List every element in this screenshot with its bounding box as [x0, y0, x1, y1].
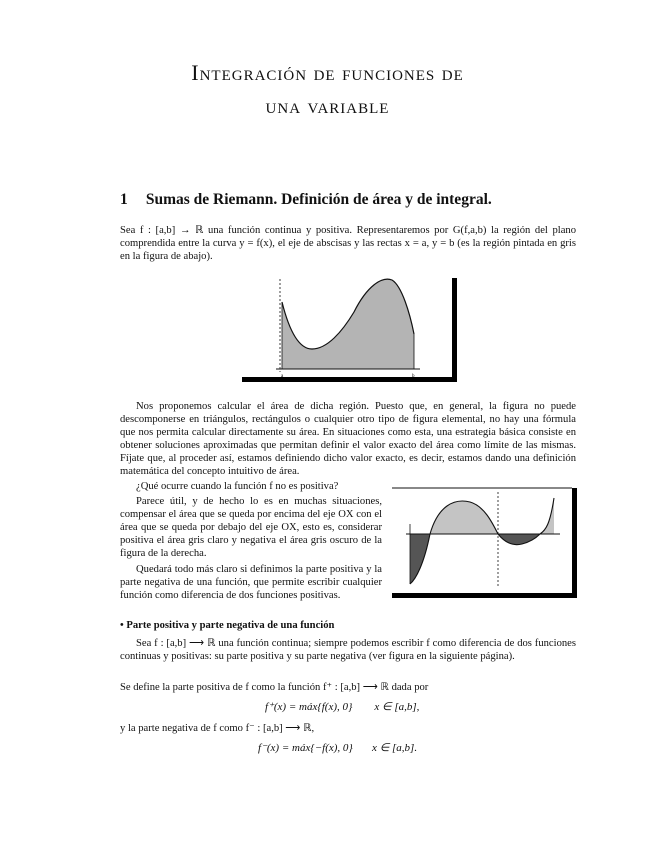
title-line-1 [0, 60, 655, 86]
figure1-shadow-bottom [242, 377, 457, 382]
figure2-positive-region [430, 501, 498, 534]
figure2-shadow-bottom [392, 593, 577, 598]
figure1-label-a: a [281, 374, 284, 379]
section-title: Sumas de Riemann. Definición de área y de integral. [145, 191, 492, 208]
paragraph-positive-part: Se define la parte positiva de f como la función f⁺ : [a,b] ⟶ ℝ dada por [120, 682, 429, 693]
paragraph-question: ¿Qué ocurre cuando la función f no es positiva? [136, 481, 339, 492]
figure-signed-area [392, 484, 582, 598]
bullet-heading: • Parte positiva y parte negativa de una función [120, 620, 335, 631]
title-text-2: una variable [265, 93, 390, 118]
figure2-shadow [572, 488, 577, 598]
figure1-label-b: b [412, 374, 415, 379]
paragraph-negative-part: y la parte negativa de f como f⁻ : [a,b] ⟶ ℝ, [120, 723, 315, 734]
paragraph-positive-negative: Quedará todo más claro si definimos la parte positiva y la parte negativa de una función, que permite escribir cualquier función como diferencia de dos funciones positivas. [120, 564, 382, 601]
figure2-positive-region-right [540, 498, 554, 534]
title-line-2 [0, 93, 655, 119]
equation-negative-part: f⁻(x) = máx{−f(x), 0} x ∈ [a,b]. [258, 742, 418, 754]
figure-area-under-curve [242, 274, 462, 384]
figure1-shaded-region [282, 279, 414, 369]
paragraph-compensate: Parece útil, y de hecho lo es en muchas situaciones, compensar el área que se queda por encima del eje OX con el área que se queda por debajo del eje OX, esto es, considerar positiva el área gris claro y negativa el área gris oscuro de la figura de la derecha. [120, 496, 382, 559]
intro-paragraph: Sea f : [a,b] → ℝ una función continua y positiva. Representaremos por G(f,a,b) la región del plano comprendida entre la curva y = f(x), el eje de abscisas y las rectas x = a, y = b (es la región pintada en gris en la figura de abajo). [120, 225, 576, 262]
figure1-shadow [452, 278, 457, 382]
paragraph-area-definition: Nos proponemos calcular el área de dicha región. Puesto que, en general, la figura no puede descomponerse en triángulos, rectángulos o cualquier otro tipo de figura elemental, no hay una fórmula que nos permita calcular directamente su área. En situaciones como esta, una estrategia básica consiste en obtener soluciones aproximadas que permitan definir el valor exacto del área como límite de las mismas. Fíjate que, al proceder así, estamos definiendo dicho valor exacto, es decir, estamos dando una definición matemática del concepto intuitivo de área. [120, 401, 576, 477]
figure2-negative-region-left [410, 534, 430, 584]
title-text-1: Integración de funciones de [191, 60, 464, 85]
section-number: 1 [120, 191, 128, 208]
equation-positive-part: f⁺(x) = máx{f(x), 0} x ∈ [a,b], [265, 701, 420, 713]
section-heading [120, 191, 492, 209]
paragraph-decomposition: Sea f : [a,b] ⟶ ℝ una función continua; siempre podemos escribir f como diferencia de dos funciones continuas y positivas: su parte positiva y su parte negativa (ver figura en la siguiente página). [120, 638, 576, 662]
